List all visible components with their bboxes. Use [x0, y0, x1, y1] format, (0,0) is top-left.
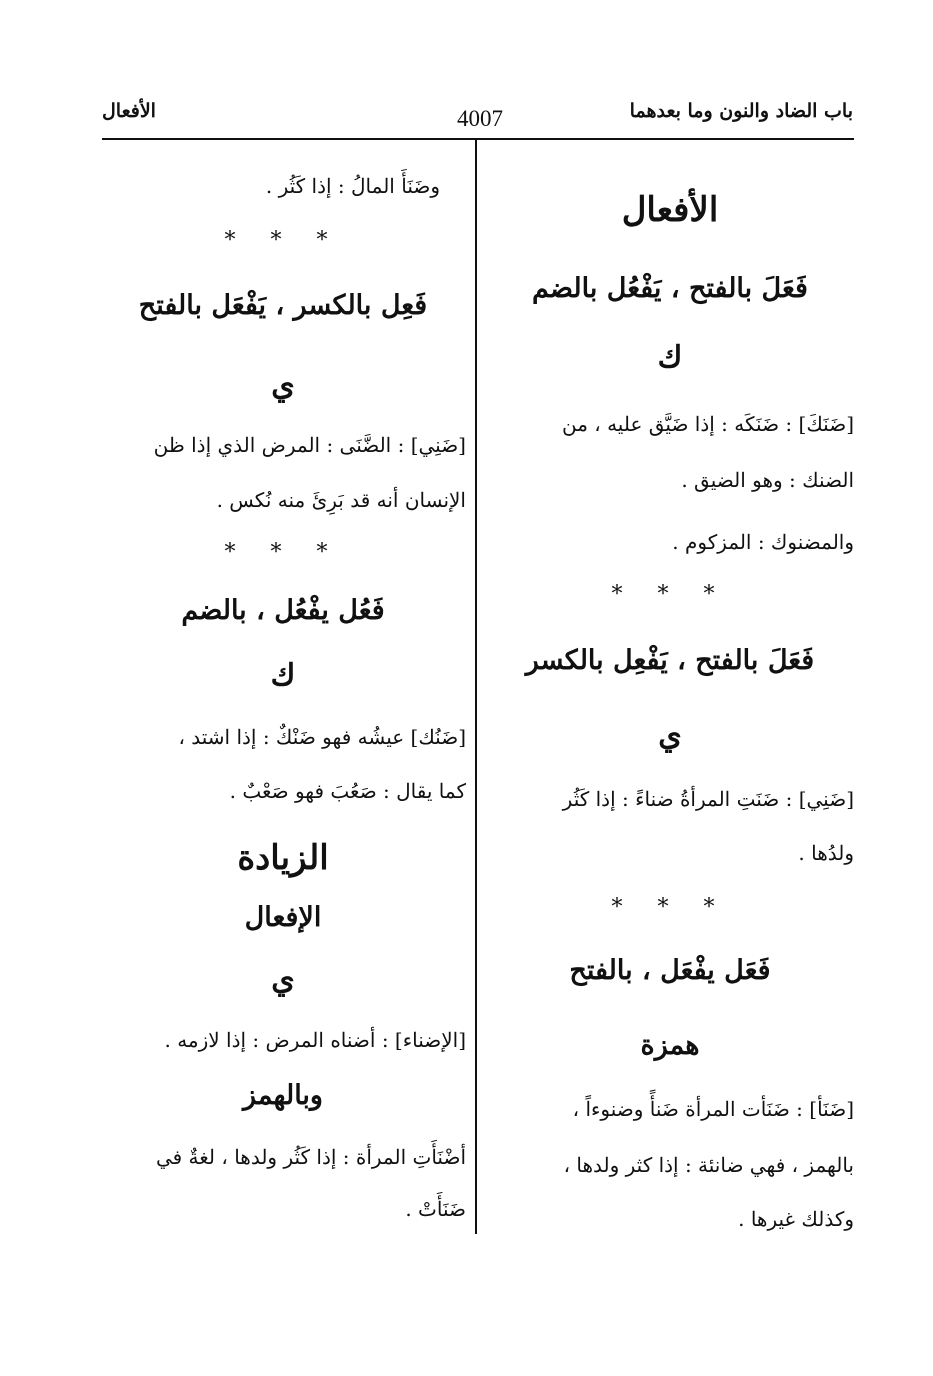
- letter-heading: ك: [657, 340, 683, 375]
- letter-heading: ي: [271, 368, 295, 403]
- header-rule: [102, 138, 854, 140]
- pattern-heading: فَعَل يفْعَل ، بالفتح: [569, 955, 771, 986]
- entry-text: ولدُها .: [798, 841, 854, 865]
- pattern-heading: فَعَلَ بالفتح ، يَفْعِل بالكسر: [525, 645, 815, 676]
- pattern-heading: فَعِل بالكسر ، يَفْعَل بالفتح: [138, 290, 428, 321]
- letter-heading: ي: [271, 962, 295, 997]
- entry-text: كما يقال : صَعُبَ فهو صَعْبٌ .: [229, 779, 466, 803]
- pattern-heading: فَعَلَ بالفتح ، يَفْعُل بالضم: [532, 273, 808, 304]
- separator-stars: * * *: [224, 228, 342, 253]
- entry-text: أضْنَأَتِ المرأة : إذا كَثُر ولدها ، لغةٌ في: [155, 1145, 466, 1169]
- subsection-title: الإفعال: [244, 902, 322, 933]
- separator-stars: * * *: [224, 540, 342, 565]
- letter-heading: ك: [270, 658, 296, 693]
- entry-text: الإنسان أنه قد بَرِئَ منه نُكس .: [216, 488, 466, 512]
- entry-text: [ضَنَكَ] : ضَنَكَه : إذا ضَيَّق عليه ، من: [561, 412, 854, 436]
- entry-text: [ضَنِي] : الضَّنَى : المرض الذي إذا ظن: [153, 433, 466, 457]
- entry-text: بالهمز ، فهي ضانئة : إذا كثر ولدها ،: [563, 1153, 854, 1177]
- entry-text: [الإضناء] : أضناه المرض : إذا لازمه .: [164, 1028, 466, 1052]
- entry-text: وكذلك غيرها .: [738, 1207, 854, 1231]
- entry-text: [ضَنِي] : ضَنَتِ المرأةُ ضناءً : إذا كَثُر: [562, 787, 854, 811]
- running-header-section: الأفعال: [102, 100, 156, 122]
- separator-stars: * * *: [611, 895, 729, 920]
- entry-text: [ضَنُك] عيشُه فهو ضَنْكٌ : إذا اشتد ،: [178, 725, 466, 749]
- pattern-heading: فَعُل يفْعُل ، بالضم: [181, 595, 385, 626]
- page-number: 4007: [457, 106, 503, 131]
- letter-heading: همزة: [640, 1030, 700, 1061]
- entry-text: ضَنَأَتْ .: [405, 1197, 466, 1221]
- subsection-title: وبالهمز: [243, 1080, 323, 1111]
- entry-text: الضنك : وهو الضيق .: [681, 468, 854, 492]
- separator-stars: * * *: [611, 582, 729, 607]
- section-title: الزيادة: [237, 838, 329, 878]
- column-divider: [475, 140, 477, 1234]
- letter-heading: ي: [658, 718, 682, 753]
- entry-text: وضَنَأَ المالُ : إذا كَثُر .: [265, 174, 440, 198]
- entry-text: والمضنوك : المزكوم .: [672, 530, 854, 554]
- running-header-chapter: باب الضاد والنون وما بعدهما: [629, 100, 853, 122]
- entry-text: [ضَنَأ] : ضَنَأت المرأة ضَنأً وضنوءاً ،: [572, 1097, 854, 1121]
- section-title: الأفعال: [621, 190, 719, 230]
